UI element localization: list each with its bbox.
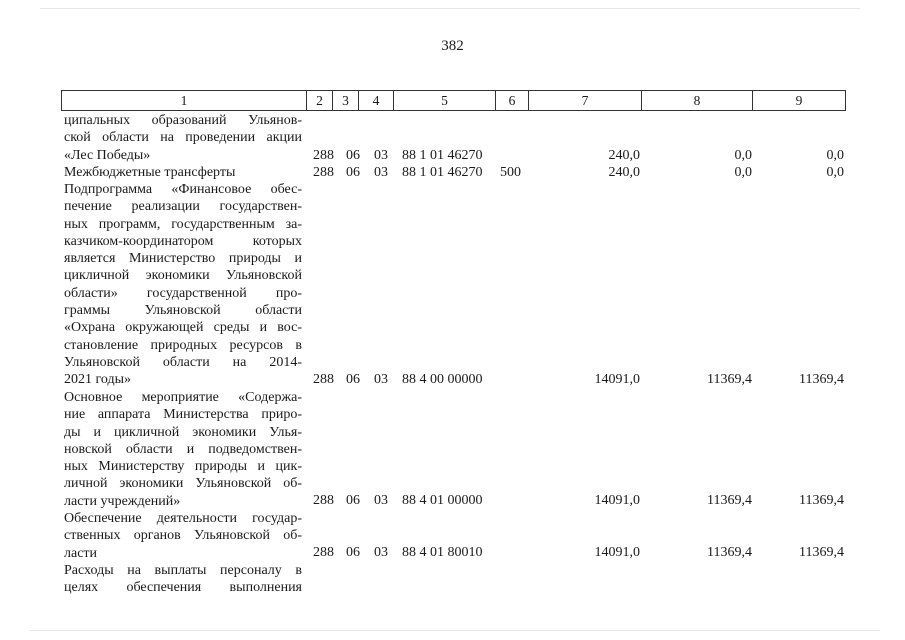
description-line: ных Министерству природы и цик- <box>64 459 302 475</box>
description-line: ской области на проведении акции <box>64 130 302 146</box>
cell-col-5: 88 4 01 00000 <box>402 493 483 508</box>
cell-col-2: 288 <box>313 165 334 180</box>
cell-col-4: 03 <box>374 148 388 163</box>
table-row-description <box>64 562 302 597</box>
description-line: ственных органов Ульяновской об- <box>64 528 302 544</box>
cell-col-7: 14091,0 <box>594 372 640 387</box>
description-line: ние аппарата Министерства приро- <box>64 407 302 423</box>
table-header <box>61 90 846 111</box>
header-col-7: 7 <box>529 91 642 110</box>
cell-col-6: 500 <box>500 165 521 180</box>
cell-col-7: 14091,0 <box>594 545 640 560</box>
description-line: является Министерство природы и <box>64 251 302 267</box>
header-col-4: 4 <box>359 91 394 110</box>
cell-col-4: 03 <box>374 165 388 180</box>
cell-col-9: 11369,4 <box>799 372 844 387</box>
header-col-2: 2 <box>307 91 333 110</box>
cell-col-5: 88 1 01 46270 <box>402 165 483 180</box>
cell-col-2: 288 <box>313 545 334 560</box>
header-col-6: 6 <box>496 91 529 110</box>
description-line: ласти учреждений» <box>64 493 181 509</box>
header-col-5: 5 <box>394 91 496 110</box>
cell-col-8: 11369,4 <box>707 545 752 560</box>
description-line: печение реализации государствен- <box>64 199 302 215</box>
description-line: «Охрана окружающей среды и вос- <box>64 320 302 336</box>
cell-col-7: 240,0 <box>608 165 640 180</box>
cell-col-9: 11369,4 <box>799 493 844 508</box>
description-line: Основное мероприятие «Содержа- <box>64 390 302 405</box>
cell-col-2: 288 <box>313 493 334 508</box>
description-line: Подпрограмма «Финансовое обес- <box>64 182 302 197</box>
description-line: 2021 годы» <box>64 372 132 388</box>
page-number: 382 <box>441 38 464 54</box>
cell-col-3: 06 <box>346 493 360 508</box>
header-col-1: 1 <box>62 91 307 110</box>
header-col-3: 3 <box>333 91 359 110</box>
header-col-9: 9 <box>795 93 803 108</box>
cell-col-8: 11369,4 <box>707 493 752 508</box>
scan-edge-bottom <box>30 630 880 631</box>
cell-col-7: 14091,0 <box>594 493 640 508</box>
table-row-description <box>64 181 302 389</box>
cell-col-4: 03 <box>374 545 388 560</box>
description-line: новской области и подведомствен- <box>64 441 302 457</box>
cell-col-5: 88 4 00 00000 <box>402 372 483 387</box>
cell-col-3: 06 <box>346 545 360 560</box>
description-line: ципальных образований Ульянов- <box>64 113 302 128</box>
table-row-description <box>64 164 302 181</box>
description-line: цикличной экономики Ульяновской <box>64 268 302 284</box>
cell-col-8: 11369,4 <box>707 372 752 387</box>
table-row-description <box>64 112 302 164</box>
description-line: Межбюджетные трансферты <box>64 165 236 180</box>
table-row-description <box>64 510 302 562</box>
cell-col-5: 88 4 01 80010 <box>402 545 483 560</box>
description-line: становление природных ресурсов в <box>64 337 302 353</box>
cell-col-7: 240,0 <box>608 148 640 163</box>
header-col-8: 8 <box>642 91 753 110</box>
description-line: Обеспечение деятельности государ- <box>64 511 302 526</box>
description-line: Ульяновской области на 2014- <box>64 354 302 370</box>
description-line: ных программ, государственным за- <box>64 216 302 232</box>
description-line: области» государственной про- <box>64 285 302 301</box>
cell-col-2: 288 <box>313 372 334 387</box>
cell-col-2: 288 <box>313 148 334 163</box>
cell-col-8: 0,0 <box>734 148 752 163</box>
cell-col-4: 03 <box>374 493 388 508</box>
description-line: ды и цикличной экономики Улья- <box>64 424 302 440</box>
cell-col-4: 03 <box>374 372 388 387</box>
description-line: «Лес Победы» <box>64 147 151 163</box>
table-row-description <box>64 389 302 510</box>
description-line: личной экономики Ульяновской об- <box>64 476 302 492</box>
cell-col-5: 88 1 01 46270 <box>402 148 483 163</box>
cell-col-9: 0,0 <box>826 165 844 180</box>
cell-col-3: 06 <box>346 372 360 387</box>
cell-col-9: 11369,4 <box>799 545 844 560</box>
cell-col-3: 06 <box>346 148 360 163</box>
cell-col-8: 0,0 <box>734 165 752 180</box>
scan-edge-top <box>40 8 860 9</box>
description-line: целях обеспечения выполнения <box>64 580 302 596</box>
description-line: Расходы на выплаты персоналу в <box>64 563 302 578</box>
cell-col-3: 06 <box>346 165 360 180</box>
description-line: ласти <box>64 545 98 561</box>
cell-col-9: 0,0 <box>826 148 844 163</box>
description-line: казчиком-координатором которых <box>64 233 302 249</box>
description-line: граммы Ульяновской области <box>64 303 302 319</box>
